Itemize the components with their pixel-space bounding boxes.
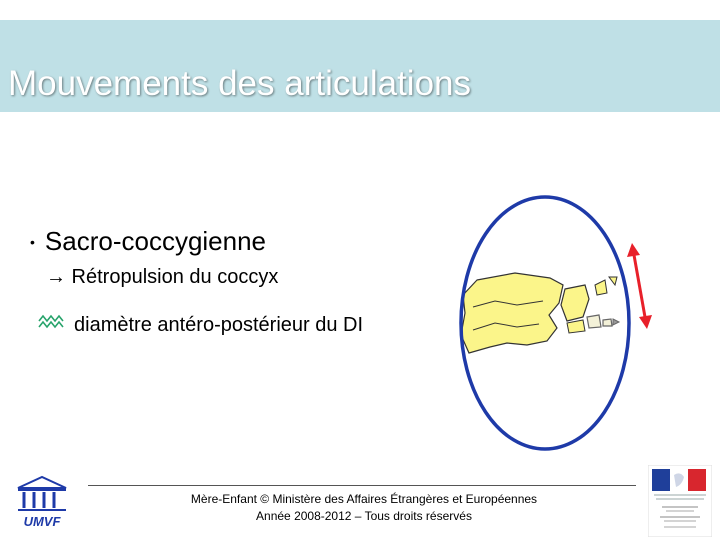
umvf-logo [12, 474, 72, 535]
ministry-logo [648, 465, 712, 542]
coccyx-displaced-1 [587, 315, 601, 328]
double-arrow-icon [627, 243, 652, 329]
footer-divider [88, 485, 636, 486]
umvf-logo-text: UMVF [23, 514, 61, 529]
retropulsion-line: → Rétropulsion du coccyx [46, 266, 279, 288]
coccyx-displaced-2 [603, 319, 612, 326]
sacrum-shape [461, 273, 563, 353]
bullet-item [30, 226, 266, 257]
footer-years: Année 2008-2012 – Tous droits réservés [256, 509, 472, 523]
coccyx-displaced-tip [613, 319, 619, 325]
coccyx-segment-4 [595, 280, 607, 295]
bullet-label: Sacro-coccygienne [44, 226, 267, 256]
bullet-dot-icon: • [30, 233, 35, 250]
diameter-line: diamètre antéro-postérieur du DI [74, 314, 364, 336]
coccyx-tip [609, 277, 617, 285]
slide-title: Mouvements des articulations [8, 64, 471, 103]
sacrum-coccyx-diagram [455, 185, 695, 460]
footer-copyright: Mère-Enfant © Ministère des Affaires Étrangères et Européennes [190, 492, 538, 506]
coccyx-segment-1 [561, 285, 589, 321]
zigzag-up-icon [38, 313, 66, 338]
footer [160, 491, 568, 525]
coccyx-segment-2 [567, 320, 585, 333]
